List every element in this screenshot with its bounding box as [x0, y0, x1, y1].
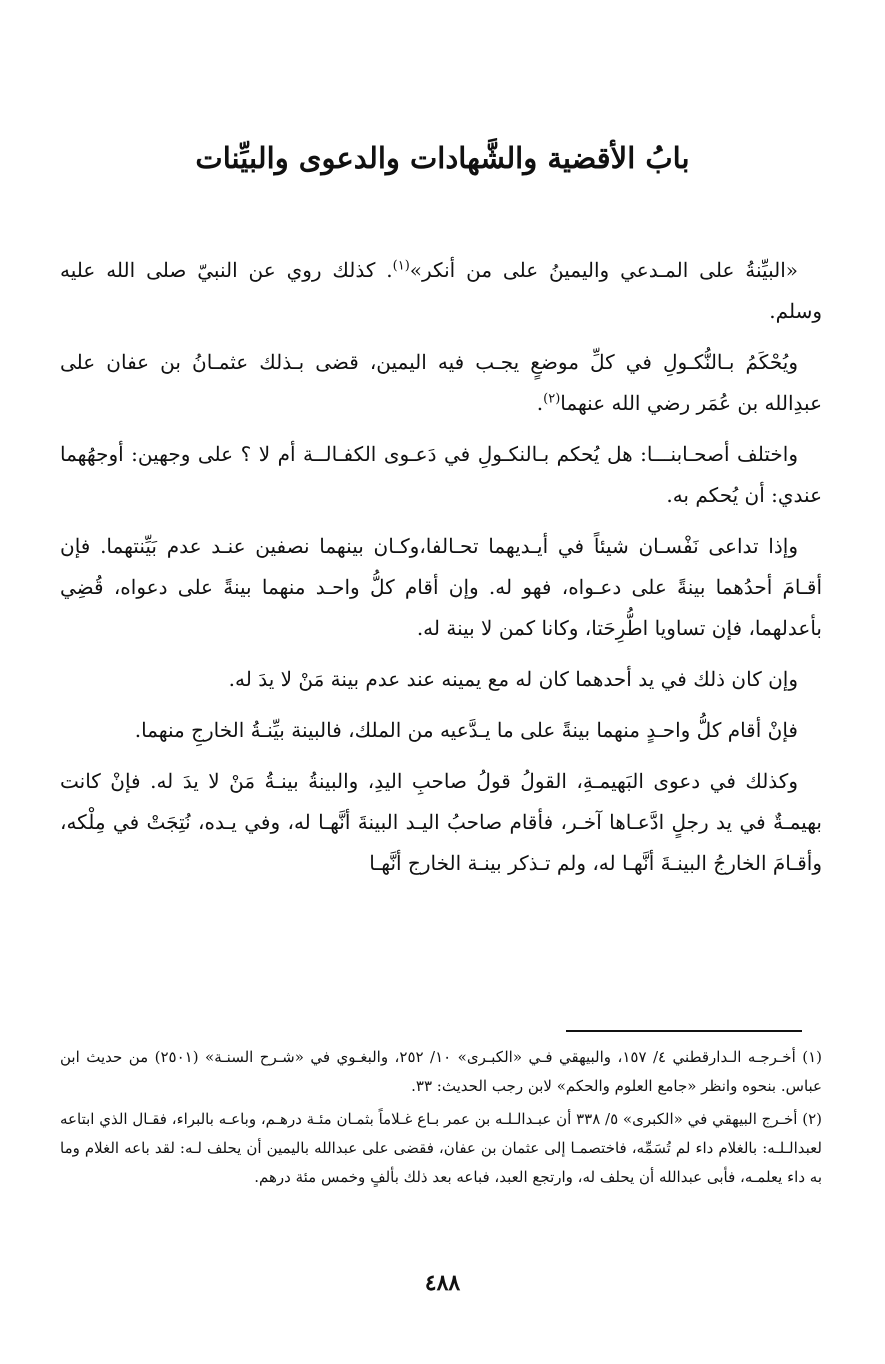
paragraph — [60, 761, 822, 884]
paragraph-text: وكذلك في دعوى البَهيمـةِ، القولُ قولُ صاحبِ اليدِ، والبينةُ بينـةُ مَنْ لا يدَ له. فإنْ كانت بهيمـةٌ في يد رجلٍ ادَّعـاها آخـر، فأقام صاحبُ اليـد البينةَ أنَّهـا له، وفي يـده، نُتِجَتْ في مِلْكه، وأقـامَ الخارجُ البينـةَ أنَّهـا له، ولم تـذكر بينـة الخارج أنَّهـا — [60, 769, 822, 875]
footnote-separator — [566, 1030, 802, 1032]
footnote-reference[interactable]: (١) — [392, 258, 410, 274]
chapter-title: بابُ الأقضية والشَّهادات والدعوى والبيِّنات — [195, 141, 690, 175]
paragraph — [60, 526, 822, 649]
paragraph-text: ويُحْكَمُ بـالنُّكـولِ في كلِّ موضعٍ يجـب فيه اليمين، قضى بـذلك عثمـانُ بن عفان على عبدِالله بن عُمَر رضي الله عنهما — [60, 350, 822, 415]
paragraph-text: وإن كان ذلك في يد أحدهما كان له مع يمينه عند عدم بينة مَنْ لا يدَ له. — [228, 667, 798, 691]
paragraph-text: . كذلك روي عن النبيّ صلى الله عليه وسلم. — [60, 258, 822, 323]
paragraph-text: وإذا تداعى نَفْسـان شيئاً في أيـديهما تحـالفا،وكـان بينهما نصفين عنـد عدم بَيِّنتهما. فإن أقـامَ أحدُهما بينةً على دعـواه، فهو له. وإن أقام كلُّ واحـد منهما بينةً على دعواه، قُضِي بأعدلهما، فإن تساويا اطُّرِحَتا، وكانا كمن لا بينة له. — [60, 534, 822, 640]
footnote: (١) أخـرجـه الـدارقطني ٤/ ١٥٧، والبيهقي فـي «الكبـرى» ١٠/ ٢٥٢، والبغـوي في «شـرح السنـة» (٢٥٠١) من حديث ابن عباس. بنحوه وانظر «جامع العلوم والحكم» لابن رجب الحديث: ٣٣. — [60, 1048, 822, 1095]
paragraph — [60, 710, 822, 751]
page-number: ٤٨٨ — [424, 1270, 461, 1296]
paragraph — [60, 659, 822, 700]
main-text — [60, 250, 822, 894]
paragraph-text: «البيِّنةُ على المـدعي واليمينُ على من أنكر» — [409, 258, 798, 282]
footnote-reference[interactable]: (٢) — [543, 391, 561, 407]
paragraph — [60, 434, 822, 516]
footnotes — [60, 1043, 822, 1196]
paragraph-text: . — [536, 391, 544, 415]
paragraph-text: فإنْ أقام كلُّ واحـدٍ منهما بينةً على ما يـدَّعيه من الملك، فالبينة بيِّنـةُ الخارجِ منهما. — [134, 718, 798, 742]
footnote: (٢) أخـرج البيهقي في «الكبرى» ٥/ ٣٣٨ أن عبـدالـلـه بن عمر بـاع غـلاماً بثمـان مئـة درهـم، وباعـه بالبراء، فقـال الذي ابتاعه لعبدالـلـه: بالغلام داء لم تُسَمِّه، فاختصمـا إلى عثمان بن عفان، فقضى على عبدالله باليمين أن يحلف لـه: لقد باعه الغلام وما به داء يعلمـه، فأبى عبدالله أن يحلف له، وارتجع العبد، فباعه بعد ذلك بألفٍ وخمس مئة درهم. — [60, 1110, 822, 1186]
paragraph-text: واختلف أصحـابنـــا: هل يُحكم بـالنكـولِ في دَعـوى الكفـالــة أم لا ؟ على وجهين: أوجهُهما عندي: أن يُحكم به. — [60, 442, 822, 507]
paragraph — [60, 342, 822, 424]
paragraph — [60, 250, 822, 332]
